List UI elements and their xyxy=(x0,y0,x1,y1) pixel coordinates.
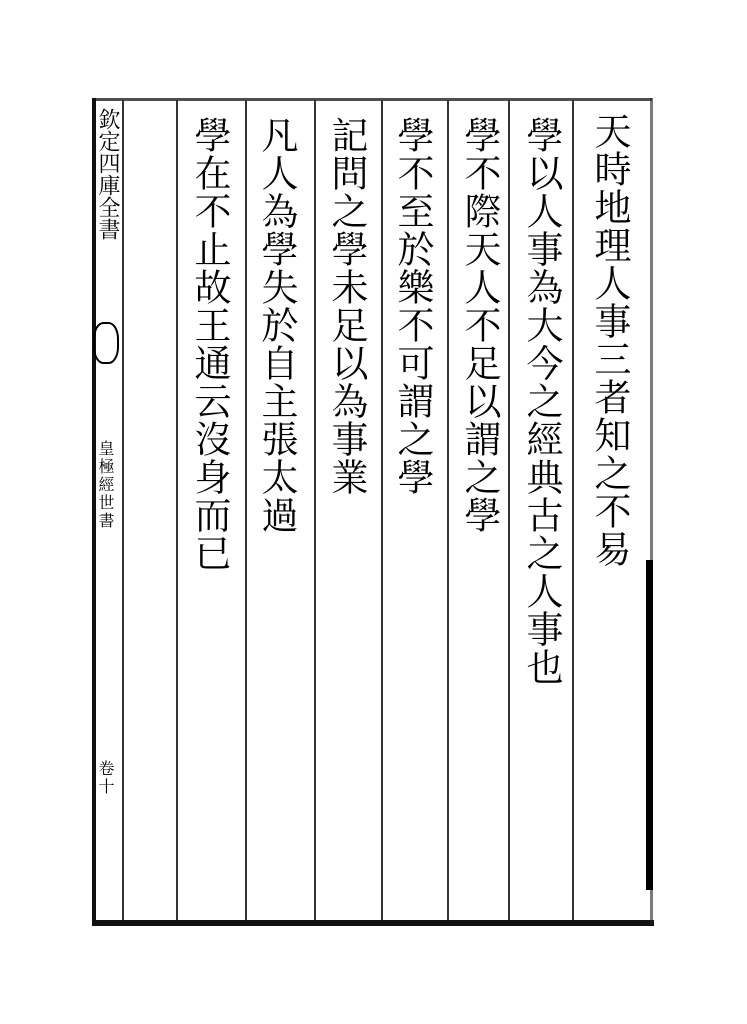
fishtail-mark xyxy=(93,322,119,364)
text-column-1: 天時地理人事三者知之不易 xyxy=(588,112,631,568)
column-divider xyxy=(572,100,574,920)
column-divider xyxy=(508,100,510,920)
text-column-4: 學不至於樂不可謂之學 xyxy=(391,116,434,496)
binding-edge-mark xyxy=(646,560,653,890)
text-column-5: 記問之學未足以為事業 xyxy=(325,116,368,496)
frame-bottom-line xyxy=(92,920,654,926)
column-divider xyxy=(314,100,316,920)
column-divider xyxy=(122,100,124,920)
column-divider xyxy=(176,100,178,920)
margin-header: 欽定四庫全書 xyxy=(95,108,120,240)
column-divider xyxy=(447,100,449,920)
text-column-2: 學以人事為大今之經典古之人事也 xyxy=(520,116,563,686)
text-column-6: 凡人為學失於自主張太過 xyxy=(255,116,298,534)
text-column-3: 學不際天人不足以謂之學 xyxy=(458,116,501,534)
text-column-7: 學在不止故王通云沒身而已 xyxy=(188,116,231,572)
column-divider xyxy=(245,100,247,920)
column-divider xyxy=(381,100,383,920)
margin-book-title: 皇極經世書 xyxy=(96,440,115,530)
margin-page-number: 卷十 xyxy=(96,760,115,796)
